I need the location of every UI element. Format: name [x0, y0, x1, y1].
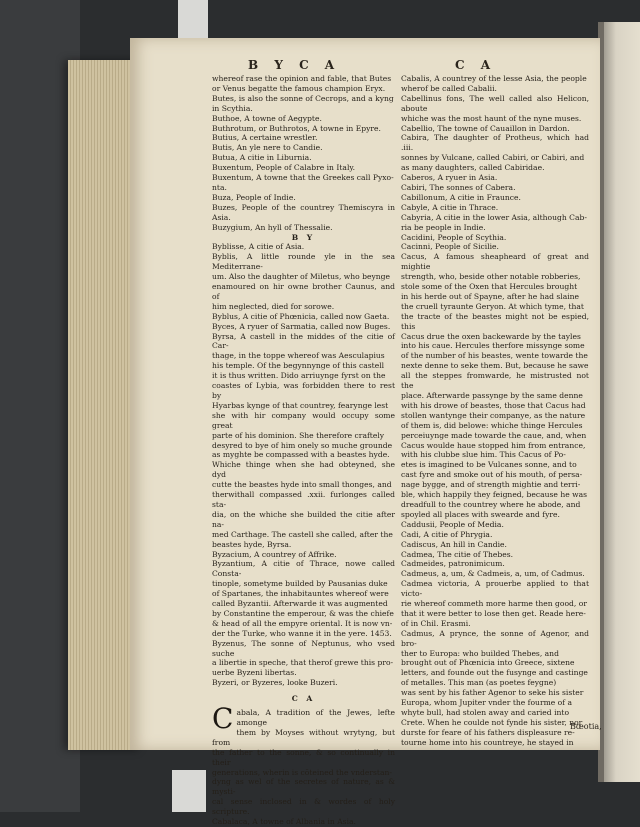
text-line: tourne home into his countreye, he stayed in [401, 737, 574, 747]
text-line: in Scythia. [212, 103, 253, 113]
text-line: dyng as wel of the secretes of nature, as & mysti- [212, 777, 395, 797]
text-line: dreadfull to the countrey where he abode, and [401, 499, 581, 509]
text-line: der the Turke, who wanne it in the yere. 1453. [212, 628, 392, 638]
text-line: med Carthage. The castell she called, after the [212, 529, 393, 539]
text-line: parte of his dominion. She therefore craftely [212, 430, 385, 440]
text-line: & head of all the empyre oriental. It is now vn- [212, 618, 393, 628]
text-line: nexte denne to seke them. But, because he sawe [401, 361, 589, 371]
cabala-entry [212, 702, 395, 817]
text-line: a libertie in speche, that therof grewe this pro- [212, 658, 394, 668]
text-line: Cabalis, A countrey of the lesse Asia, the people [401, 74, 587, 83]
text-line: Cabyle, A citie in Thrace. [401, 202, 499, 212]
text-line: it is thus written. Dido arriuynge fyrst on the [212, 371, 386, 381]
text-line: thage, in the toppe whereof was Aesculapius [212, 351, 385, 361]
text-line: ther to Europa: who builded Thebes, and [401, 648, 559, 658]
text-line: Byblus, A citie of Phœnicia, called now Gaeta. [212, 311, 390, 321]
text-line: Buzygium, An hyll of Thessalie. [212, 222, 333, 232]
text-line: whiche was the most haunt of the nyne muses. [401, 113, 582, 123]
text-line: his temple. Of the begynnynge of this castell [212, 361, 385, 371]
text-line: Cabellio, The towne of Cauaillon in Dardon. [401, 123, 570, 133]
text-line: nage bygge, and of strength mightie and terri- [401, 480, 581, 490]
text-line: Buza, People of Indie. [212, 192, 296, 202]
text-line: letters, and founde out the fusynge and castinge [401, 668, 588, 678]
text-line: of in Chil. Erasmi. [401, 618, 471, 628]
text-line: Cacidini, People of Scythia. [401, 232, 507, 242]
text-line: Byblisse, A citie of Asia. [212, 242, 305, 252]
right-entries [401, 74, 589, 748]
text-line: cast fyre and smoke out of his mouth, of persa- [401, 470, 583, 480]
running-head-left: B Y C A [248, 58, 341, 72]
text-line: of metalles. This man (as poetes feygne) [401, 678, 557, 688]
text-line: Cabiri, The sonnes of Cabera. [401, 182, 516, 192]
text-line: him neglected, died for sorowe. [212, 301, 335, 311]
text-line: with his clubbe slue him. This Cacus of Po- [401, 450, 566, 460]
text-line: the father to the sonne, & so continually in their [212, 747, 395, 767]
text-line: in his herde out of Spayne, after he had slaine [401, 291, 580, 301]
text-line: spoyled all places with swearde and fyre. [401, 509, 560, 519]
text-line: Cadmea, The citie of Thebes. [401, 549, 514, 559]
right-column [401, 74, 589, 748]
text-line: of the number of his beastes, wente towarde the [401, 351, 588, 361]
text-line: Cabira, The daughter of Protheus, which had .iii. [401, 133, 589, 153]
text-line: the cruell tyraunte Geryon. At which tyme, that [401, 301, 584, 311]
text-line: stole some of the Oxen that Hercules brought [401, 282, 578, 292]
text-line: desyred to bye of him onely so muche grounde [212, 440, 393, 450]
text-line: Cadmus, A prynce, the sonne of Agenor, and bro- [401, 628, 589, 648]
catchword: Bœotia, [570, 722, 602, 731]
section-label-ca: C A [291, 694, 316, 704]
text-line: Byzeri, or Byzeres, looke Buzeri. [212, 678, 338, 688]
text-line: of them is, did belowe: whiche thinge Hercules [401, 420, 583, 430]
text-line: by Constantine the emperour, & was the chiefe [212, 608, 394, 618]
text-line: sonnes by Vulcane, called Cabiri, or Cabiri, and [401, 153, 585, 163]
text-line: Whiche thinge when she had obteyned, she dyd [212, 460, 395, 480]
text-line: Cadmeus, a, um, & Cadmeis, a, um, of Cadmus. [401, 569, 585, 579]
text-line: Buxentum, A towne that the Greekes call Pyxo- [212, 173, 394, 183]
text-line: cutte the beastes hyde into small thonges, and [212, 480, 392, 490]
text-line: Caberos, A ryuer in Asia. [401, 173, 498, 183]
text-line: whereof rase the opinion and fable, that Butes [212, 74, 392, 83]
ruler-strip-bottom [172, 770, 206, 812]
text-line: Cadmeides, patronimicum. [401, 559, 505, 569]
text-line: whyte bull, had stolen away and caried into [401, 708, 570, 717]
text-line: that it were better to lose then get. Reade here- [401, 608, 586, 618]
text-line: durste for feare of his fathers displeasure re- [401, 727, 575, 737]
text-line: nta. [212, 182, 227, 192]
left-last-line: Cabalaca, A towne of Albania in Asia. [212, 817, 356, 827]
facing-page-edge [600, 22, 640, 782]
text-line: Cacus woulde haue stopped him from entrance, [401, 440, 586, 450]
text-line: the tracte of the beastes might not be espied, this [401, 311, 589, 331]
text-line: perceiuynge made towarde the caue, and, when [401, 430, 587, 440]
text-line: Cadmea victoria, A prouerbe applied to that victo- [401, 579, 589, 599]
text-line: as many daughters, called Cabiridae. [401, 163, 545, 173]
text-line: Butes, is also the sonne of Cecrops, and a kyng [212, 93, 394, 103]
text-line: dia, on the whiche she builded the citie after na- [212, 509, 395, 529]
text-line: Buthoe, A towne of Aegypte. [212, 113, 322, 123]
text-line: Buxentum, People of Calabre in Italy. [212, 163, 356, 173]
text-line: tinople, sometyme builded by Pausanias duke [212, 579, 388, 589]
text-line: Buzes, People of the countrey Themiscyra in Asia. [212, 202, 395, 222]
text-line: was sent by his father Agenor to seke his sister [401, 688, 584, 698]
text-line: with his drowe of beastes, those that Cacus had [401, 400, 586, 410]
text-line: Byblis, A little rounde yle in the sea Mediterrane- [212, 252, 395, 272]
text-line: ble, which happily they feigned, because he was [401, 490, 588, 500]
text-line: Byzantium, A citie of Thrace, nowe called Consta- [212, 559, 395, 579]
text-line: um. Also the daughter of Miletus, who beynge [212, 272, 391, 282]
text-line: Byrsa, A castell in the middes of the citie of Car- [212, 331, 395, 351]
text-line: generations, wherin is cōteined the vnderstan- [212, 767, 392, 777]
text-line: etes is imagined to be Vulcanes sonne, and to [401, 460, 577, 470]
text-line: into his caue. Hercules therfore missynge some [401, 341, 585, 351]
text-line: Cacus, A famous sheapheard of great and mightie [401, 252, 589, 272]
text-line: brought out of Phœnicia into Greece, sixtene [401, 658, 575, 668]
text-line: uerbe Byzeni libertas. [212, 668, 297, 678]
text-line: B Y [291, 232, 316, 242]
text-line: or Venus begatte the famous champion Eryx. [212, 83, 386, 93]
text-line: Europa, whom Jupiter vnder the fourme of a [401, 698, 573, 708]
text-line: strength, who, beside other notable robberies, [401, 272, 581, 282]
text-line: Butis, An yle nere to Candie. [212, 143, 323, 153]
text-line: Cadi, A citie of Phrygia. [401, 529, 493, 539]
text-line: Cabellinus fons, The well called also Helicon, aboute [401, 93, 589, 113]
left-entries [212, 74, 395, 688]
text-line: rie whereof commeth more harme then good, or [401, 599, 587, 609]
text-line: coastes of Lybia, was forbidden there to rest by [212, 381, 395, 400]
text-line: Butius, A certaine wrestler. [212, 133, 318, 143]
drop-cap: C [212, 702, 234, 736]
text-line: beastes hyde, Byrsa. [212, 539, 292, 549]
text-line: cal sense inclosed in & wordes of holy scripture. [212, 797, 395, 817]
text-line: them by Moyses without wrytyng, but from [212, 727, 395, 747]
text-line: called Byzantii. Afterwarde it was augmented [212, 599, 388, 609]
running-head-right: C A [455, 58, 497, 72]
text-line: Butua, A citie in Liburnia. [212, 153, 312, 163]
text-line: she with hir company would occupy some great [212, 410, 395, 430]
text-line: stollen wantynge their companye, as the nature [401, 410, 586, 420]
text-line: as myghte be compassed with a beastes hyde. [212, 450, 390, 460]
text-line: therwithall compassed .xxii. furlonges called sta- [212, 490, 395, 509]
text-line: Byces, A ryuer of Sarmatia, called now Buges. [212, 321, 391, 331]
text-line: place. Afterwarde passynge by the same denne [401, 391, 583, 400]
ruler-strip-top [178, 0, 208, 40]
text-line: wherof be called Cabalii. [401, 83, 497, 93]
text-line: Byzacium, A countrey of Affrike. [212, 549, 337, 559]
text-line: all the steppes fromwarde, he mistrusted not the [401, 371, 589, 391]
text-line: abala, A tradition of the Jewes, lefte amonge [236, 708, 395, 727]
text-line: Cabyria, A citie in the lower Asia, although Cab- [401, 212, 587, 222]
left-column [212, 74, 395, 827]
text-line: Hyarbas kynge of that countrey, fearynge lest [212, 400, 389, 410]
text-line: Crete. When he coulde not fynde his sister, nor [401, 717, 583, 727]
text-line: enamoured on hir owne brother Caunus, and of [212, 282, 395, 301]
text-line: Cabillonum, A citie in Fraunce. [401, 192, 521, 202]
text-line: Cacinni, People of Sicilie. [401, 242, 499, 252]
text-line: ria be people in Indie. [401, 222, 486, 232]
text-line: Cacus drue the oxen backewarde by the tayles [401, 331, 581, 341]
text-line: of Spartanes, the inhabitauntes whereof were [212, 589, 389, 599]
text-line: Cadiscus, An hill in Candie. [401, 539, 507, 549]
text-line: Caddusii, People of Media. [401, 519, 504, 529]
text-line: Buthrotum, or Buthrotos, A towne in Epyre. [212, 123, 381, 133]
text-line: Byzenus, The sonne of Neptunus, who vsed suche [212, 638, 395, 658]
